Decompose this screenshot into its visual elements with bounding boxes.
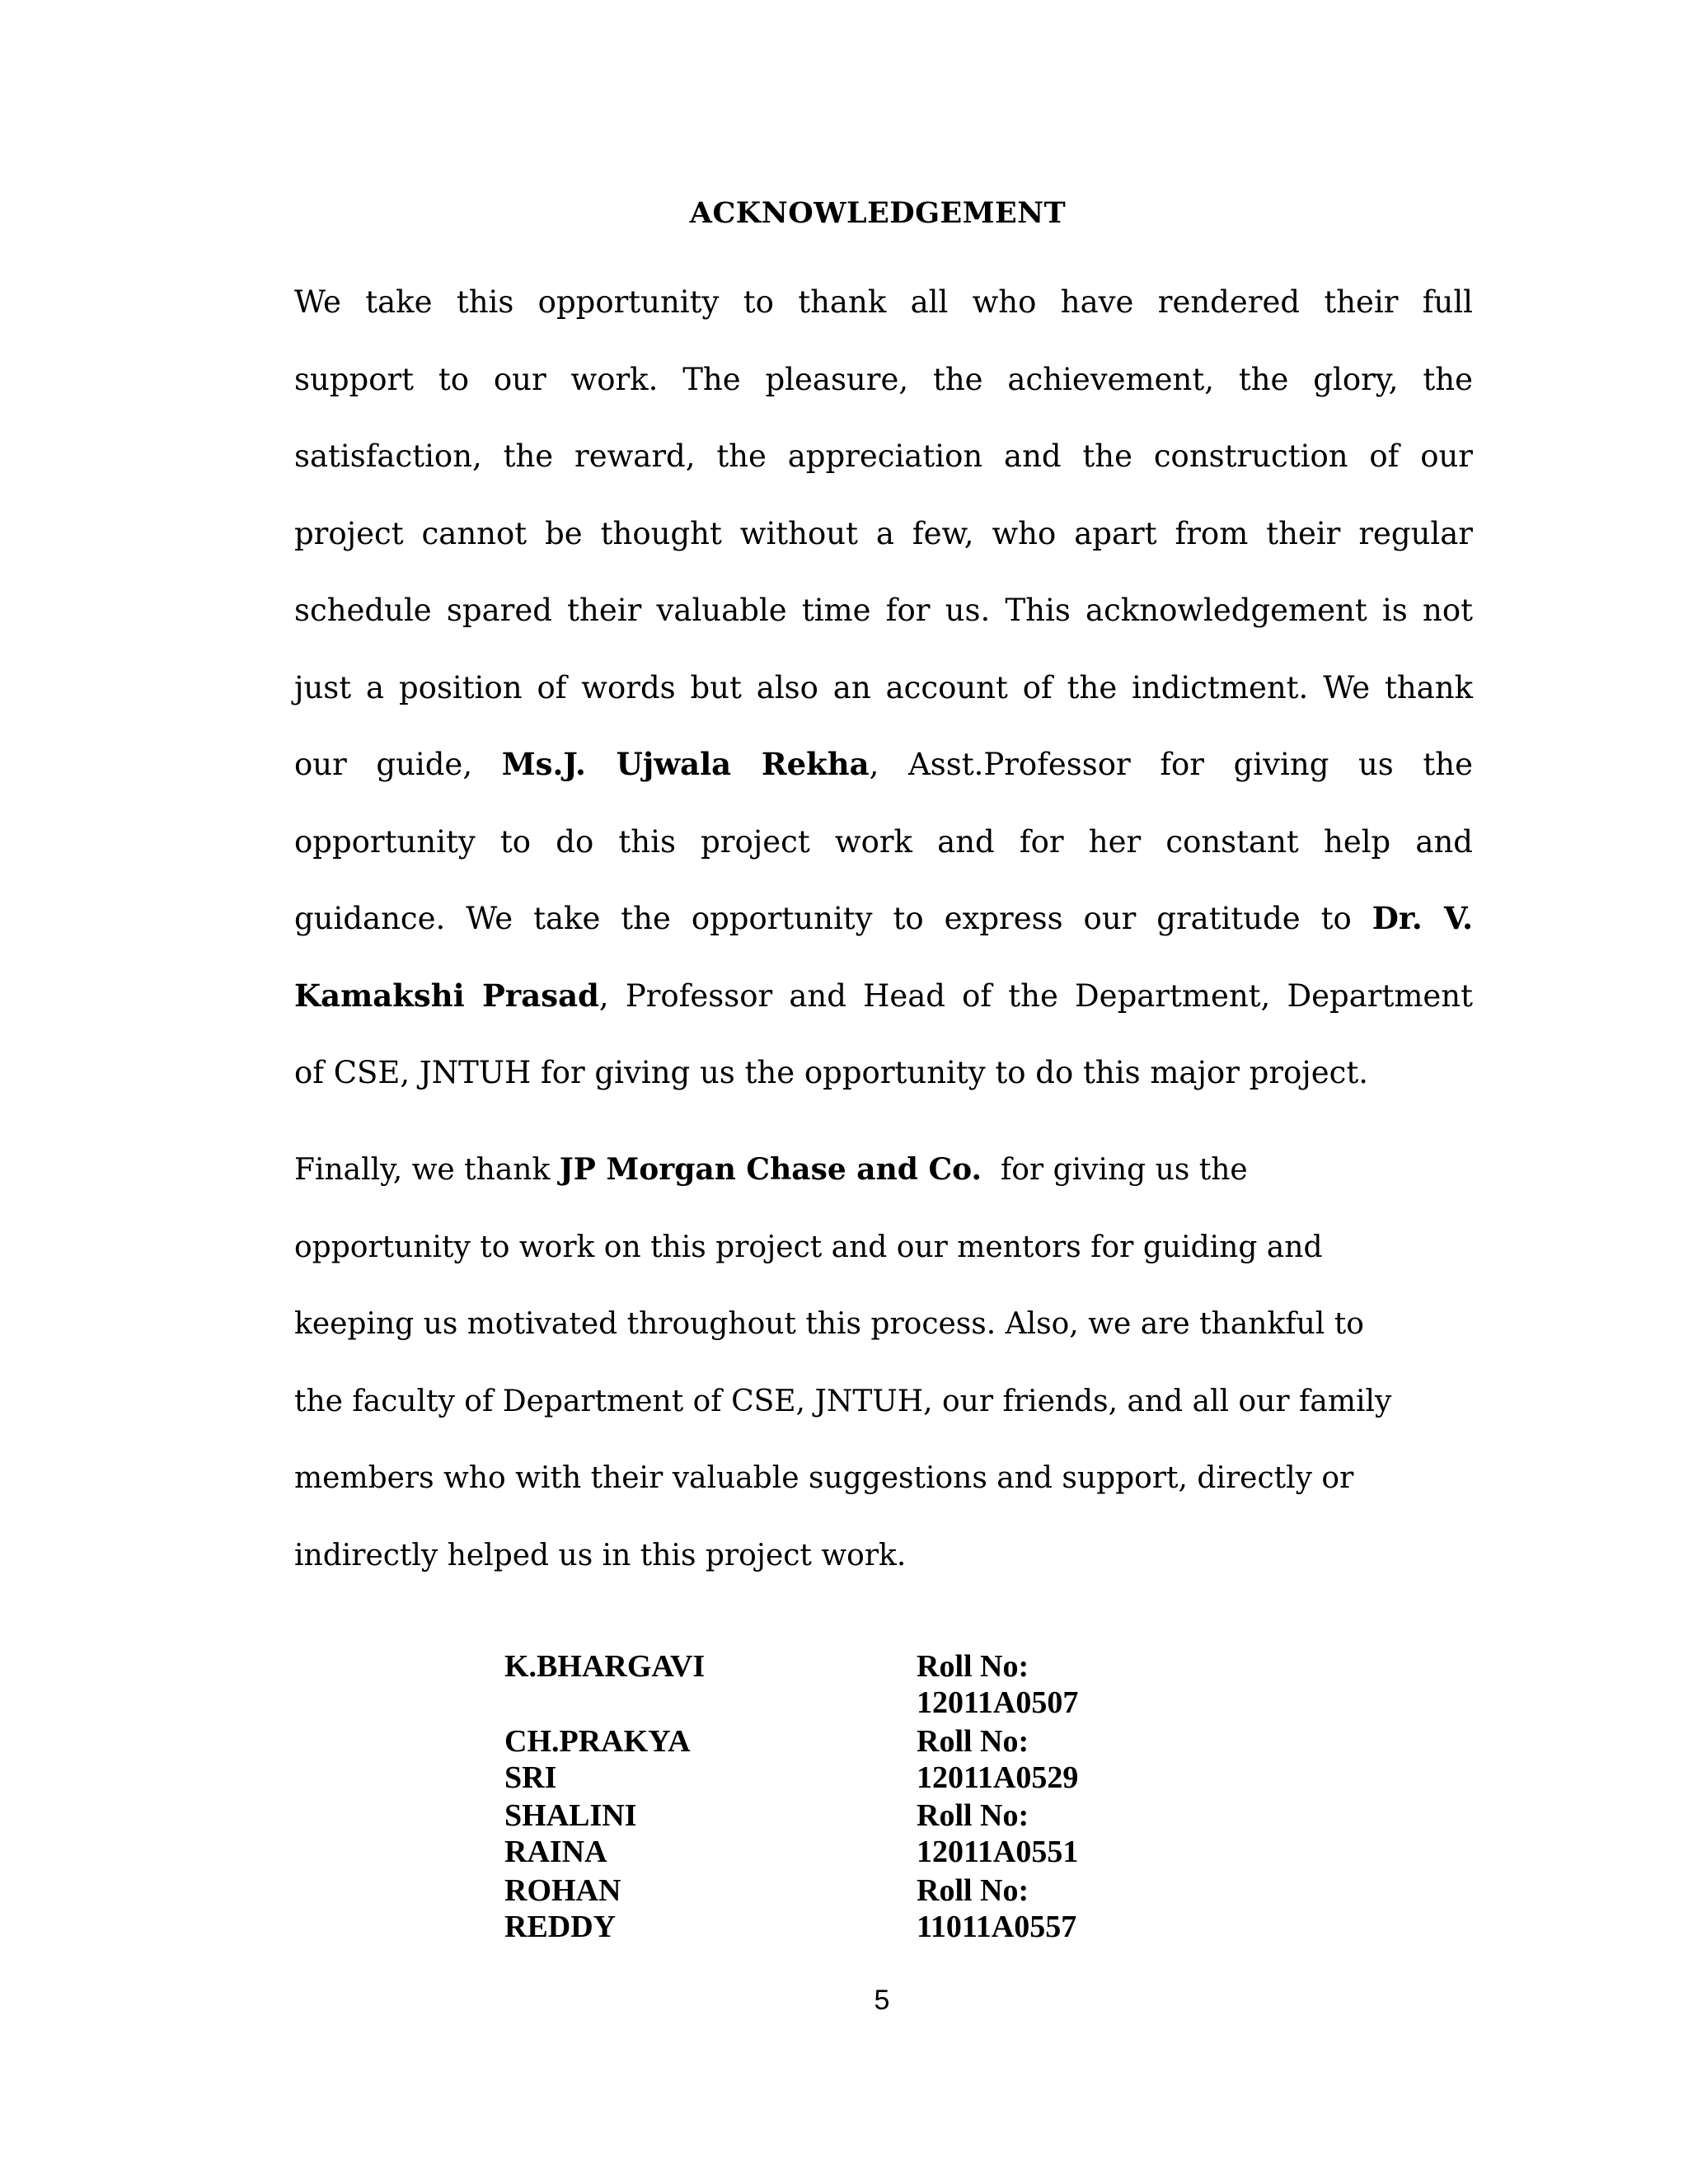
signatory-roll-number: Roll No: 11011A0557 bbox=[917, 1872, 1077, 1944]
acknowledgement-paragraph-2 bbox=[294, 1132, 1473, 1594]
paragraph-line bbox=[294, 958, 1473, 1035]
hod-name-part-2: Kamakshi Prasad bbox=[294, 977, 599, 1014]
company-name: JP Morgan Chase and Co. bbox=[559, 1152, 982, 1187]
text-segment: our guide, bbox=[294, 747, 473, 782]
signatory-roll-number: Roll No: 12011A0507 bbox=[917, 1649, 1079, 1720]
paragraph-line: opportunity to do this project work and for her constant help and bbox=[294, 823, 1473, 860]
text-segment: , Professor and Head of the Department, Department bbox=[598, 977, 1473, 1014]
paragraph-line bbox=[294, 1132, 1473, 1209]
acknowledgement-paragraph-1 bbox=[294, 264, 1473, 1112]
signatory-name: SHALINI RAINA bbox=[504, 1798, 637, 1869]
paragraph-line: We take this opportunity to thank all who have rendered their full bbox=[294, 284, 1473, 320]
text-segment: for giving us the bbox=[1000, 1153, 1248, 1187]
page-number: 5 bbox=[874, 1985, 890, 2016]
hod-name-part-1: Dr. V. bbox=[1372, 900, 1473, 936]
paragraph-line: the faculty of Department of CSE, JNTUH, our friends, and all our family bbox=[294, 1384, 1392, 1418]
paragraph-line bbox=[294, 880, 1473, 958]
signatory-name: K.BHARGAVI bbox=[504, 1649, 706, 1684]
guide-name: Ms.J. Ujwala Rekha bbox=[501, 746, 870, 782]
paragraph-line: of CSE, JNTUH for giving us the opportunity to do this major project. bbox=[294, 1055, 1369, 1090]
signatory-name: CH.PRAKYA SRI bbox=[504, 1723, 689, 1795]
text-segment: guidance. We take the opportunity to express our gratitude to bbox=[294, 901, 1352, 936]
paragraph-line: schedule spared their valuable time for us. This acknowledgement is not bbox=[294, 593, 1473, 628]
paragraph-line: indirectly helped us in this project work. bbox=[294, 1538, 907, 1572]
text-segment: Finally, we thank bbox=[294, 1153, 551, 1187]
paragraph-line: just a position of words but also an account of the indictment. We thank bbox=[294, 669, 1473, 705]
paragraph-line: opportunity to work on this project and our mentors for guiding and bbox=[294, 1230, 1323, 1264]
text-segment: , Asst.Professor for giving us the bbox=[869, 747, 1473, 782]
paragraph-line: support to our work. The pleasure, the achievement, the glory, the bbox=[294, 361, 1473, 397]
signatory-roll-number: Roll No: 12011A0551 bbox=[917, 1798, 1079, 1869]
paragraph-line: keeping us motivated throughout this process. Also, we are thankful to bbox=[294, 1307, 1364, 1341]
signatory-roll-number: Roll No: 12011A0529 bbox=[917, 1723, 1079, 1795]
paragraph-line: satisfaction, the reward, the appreciation and the construction of our bbox=[294, 438, 1473, 474]
paragraph-line: members who with their valuable suggestions and support, directly or bbox=[294, 1461, 1354, 1495]
paragraph-line bbox=[294, 726, 1473, 804]
signatory-name: ROHAN REDDY bbox=[504, 1872, 621, 1944]
page-title: ACKNOWLEDGEMENT bbox=[689, 196, 1067, 230]
paragraph-line: project cannot be thought without a few, who apart from their regular bbox=[294, 515, 1473, 551]
